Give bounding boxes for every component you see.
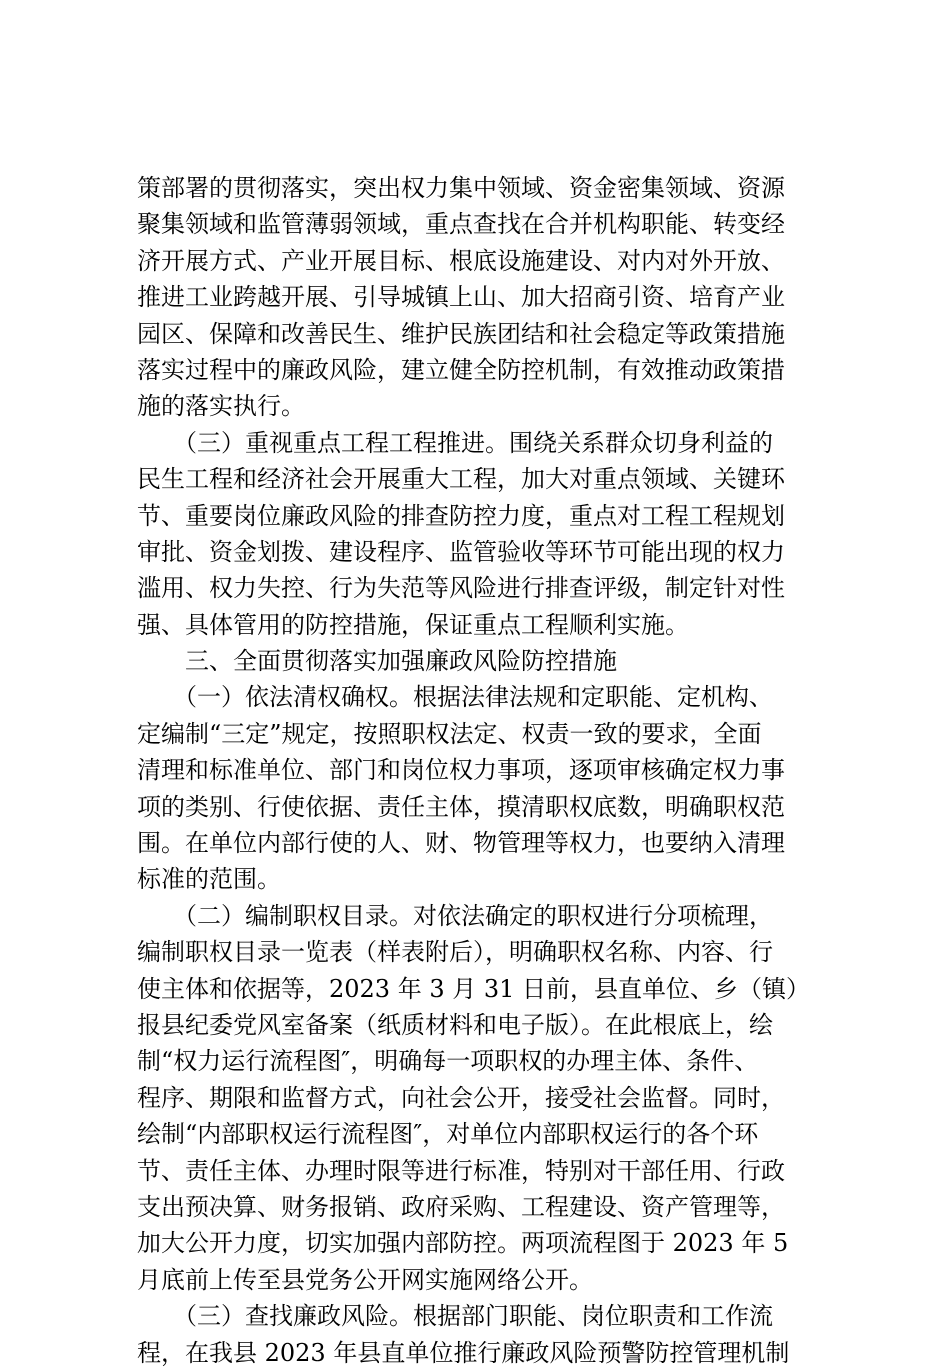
text-line: 强、具体管用的防控措施，保证重点工程顺利实施。 [137, 610, 689, 639]
text-line: 支出预决算、财务报销、政府采购、工程建设、资产管理等， [137, 1192, 785, 1221]
text-line: 民生工程和经济社会开展重大工程，加大对重点领域、关键环 [137, 465, 785, 494]
text-line: 制“权力运行流程图″，明确每一项职权的办理主体、条件、 [137, 1047, 759, 1076]
text-line: 节、重要岗位廉政风险的排查防控力度，重点对工程工程规划 [137, 501, 785, 530]
text-line: 节、责任主体、办理时限等进行标准，特别对干部任用、行政 [137, 1156, 785, 1185]
text-line: 定编制“三定”规定，按照职权法定、权责一致的要求，全面 [137, 719, 762, 748]
text-line: 园区、保障和改善民生、维护民族团结和社会稳定等政策措施 [137, 319, 785, 348]
body-text [137, 170, 827, 1371]
text-line: 策部署的贯彻落实，突出权力集中领域、资金密集领域、资源 [137, 174, 785, 202]
text-line: 程序、期限和监督方式，向社会公开，接受社会监督。同时， [137, 1083, 785, 1112]
text-line: 审批、资金划拨、建设程序、监管验收等环节可能出现的权力 [137, 537, 785, 566]
text-line: 月底前上传至县党务公开网实施网络公开。 [137, 1265, 593, 1294]
text-line: （一）依法清权确权。根据法律法规和定职能、定机构、 [137, 683, 773, 712]
section-heading: 三、全面贯彻落实加强廉政风险防控措施 [137, 647, 617, 676]
text-line: 落实过程中的廉政风险，建立健全防控机制，有效推动政策措 [137, 355, 785, 384]
text-line: 滥用、权力失控、行为失范等风险进行排查评级，制定针对性 [137, 574, 785, 603]
text-line: 程，在我县 2023 年县直单位推行廉政风险预警防控管理机制 [137, 1338, 790, 1367]
text-line: 加大公开力度，切实加强内部防控。两项流程图于 2023 年 5 [137, 1229, 789, 1258]
text-line: 围。在单位内部行使的人、财、物管理等权力，也要纳入清理 [137, 829, 785, 858]
text-line: 报县纪委党风室备案（纸质材料和电子版）。在此根底上，绘 [137, 1010, 773, 1039]
text-line: 济开展方式、产业开展目标、根底设施建设、对内对外开放、 [137, 246, 785, 275]
text-line: 绘制“内部职权运行流程图″，对单位内部职权运行的各个环 [137, 1120, 759, 1149]
text-line: 清理和标准单位、部门和岗位权力事项，逐项审核确定权力事 [137, 756, 785, 785]
text-line: （三）查找廉政风险。根据部门职能、岗位职责和工作流 [137, 1302, 773, 1331]
text-line: 编制职权目录一览表（样表附后），明确职权名称、内容、行 [137, 938, 773, 967]
text-line: 使主体和依据等，2023 年 3 月 31 日前，县直单位、乡（镇） [137, 974, 811, 1003]
text-line: 推进工业跨越开展、引导城镇上山、加大招商引资、培育产业 [137, 283, 785, 312]
text-line: 标准的范围。 [137, 865, 281, 894]
text-line: （二）编制职权目录。对依法确定的职权进行分项梳理， [137, 901, 773, 930]
text-line: （三）重视重点工程工程推进。围绕关系群众切身利益的 [137, 428, 773, 457]
text-line: 项的类别、行使依据、责任主体，摸清职权底数，明确职权范 [137, 792, 785, 821]
text-line: 施的落实执行。 [137, 392, 305, 421]
text-line: 聚集领域和监管薄弱领域，重点查找在合并机构职能、转变经 [137, 210, 785, 239]
